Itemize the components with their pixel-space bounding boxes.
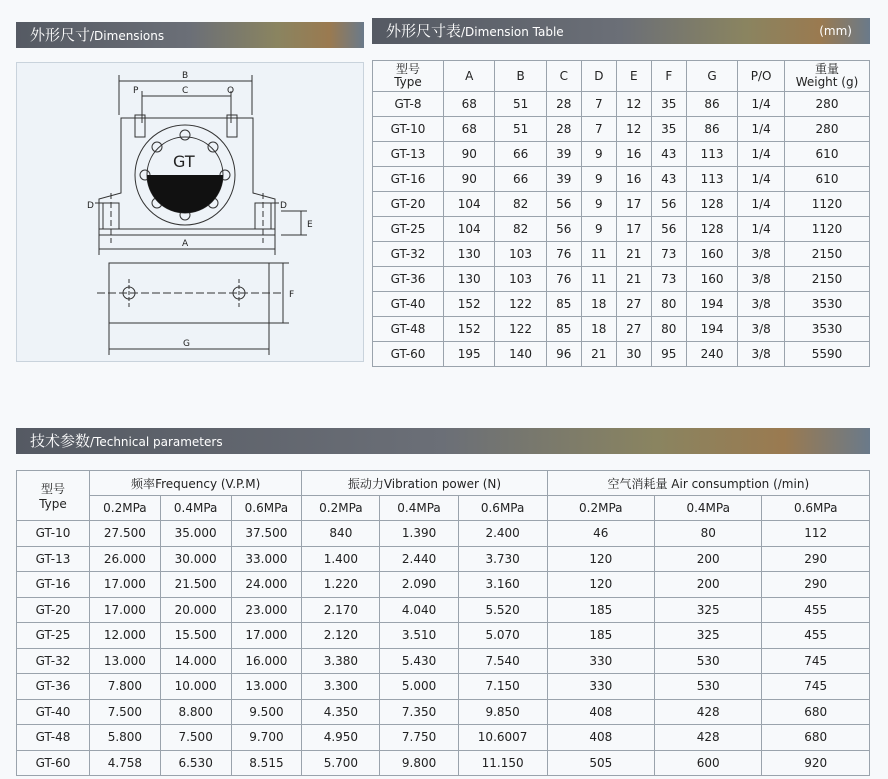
dim-cell: 104 (444, 192, 495, 217)
tech-cell: 30.000 (160, 546, 231, 572)
dim-cell: 96 (546, 342, 581, 367)
dim-cell: 2150 (785, 267, 870, 292)
dim-cell: 12 (616, 92, 651, 117)
label-e: E (307, 220, 313, 230)
dim-cell: 51 (495, 92, 546, 117)
label-c: C (182, 86, 189, 96)
dim-cell: 66 (495, 167, 546, 192)
dim-cell: 9 (581, 192, 616, 217)
dim-cell: 86 (686, 117, 737, 142)
tech-row (17, 572, 870, 598)
dim-cell: GT-36 (373, 267, 444, 292)
dim-cell: 1/4 (738, 117, 785, 142)
tech-cell: 3.510 (380, 623, 458, 649)
pressure-header: 0.6MPa (762, 496, 870, 521)
tech-cell: 185 (547, 623, 654, 649)
technical-table (16, 470, 870, 776)
tech-row (17, 674, 870, 700)
tech-cell: 2.090 (380, 572, 458, 598)
tech-cell: 24.000 (231, 572, 302, 598)
dim-cell: 80 (651, 292, 686, 317)
dim-row (373, 167, 870, 192)
dim-cell: 1/4 (738, 192, 785, 217)
tech-cell: 35.000 (160, 521, 231, 547)
tech-cell: 7.500 (160, 725, 231, 751)
dim-cell: 1120 (785, 217, 870, 242)
tech-cell: 5.800 (90, 725, 161, 751)
tech-cell: 1.220 (302, 572, 380, 598)
tech-cell: 505 (547, 750, 654, 776)
tech-cell: 5.430 (380, 648, 458, 674)
tech-cell: 7.540 (458, 648, 547, 674)
tech-cell: 120 (547, 546, 654, 572)
tech-row (17, 648, 870, 674)
dim-cell: 160 (686, 242, 737, 267)
dim-cell: 3/8 (738, 342, 785, 367)
dim-cell: 122 (495, 317, 546, 342)
dim-row (373, 217, 870, 242)
pressure-header: 0.4MPa (655, 496, 762, 521)
tech-cell: 15.500 (160, 623, 231, 649)
tech-header-air: 空气消耗量 Air consumption (/min) (547, 471, 869, 496)
dim-cell: 56 (546, 192, 581, 217)
dim-cell: 95 (651, 342, 686, 367)
tech-cell: 530 (655, 674, 762, 700)
dim-cell: GT-10 (373, 117, 444, 142)
dim-table-title-cn: 外形尺寸表 (386, 22, 462, 40)
dim-header-row (373, 61, 870, 92)
dim-cell: GT-32 (373, 242, 444, 267)
dim-cell: 85 (546, 317, 581, 342)
dim-cell: 152 (444, 292, 495, 317)
tech-cell: 112 (762, 521, 870, 547)
tech-cell: 9.850 (458, 699, 547, 725)
dim-cell: 5590 (785, 342, 870, 367)
tech-title-cn: 技术参数 (30, 432, 91, 450)
tech-cell: 3.300 (302, 674, 380, 700)
tech-cell: 290 (762, 572, 870, 598)
tech-cell: 5.700 (302, 750, 380, 776)
dim-cell: 76 (546, 242, 581, 267)
dim-cell: 113 (686, 167, 737, 192)
tech-pressure-row (17, 496, 870, 521)
dim-cell: 9 (581, 217, 616, 242)
dim-cell: 90 (444, 167, 495, 192)
dim-cell: 194 (686, 317, 737, 342)
tech-cell: 7.500 (90, 699, 161, 725)
dim-cell: 12 (616, 117, 651, 142)
pressure-header: 0.2MPa (90, 496, 161, 521)
dim-header-a: A (444, 61, 495, 92)
tech-cell: 17.000 (90, 597, 161, 623)
tech-cell: 3.730 (458, 546, 547, 572)
dim-row (373, 292, 870, 317)
tech-cell: 4.040 (380, 597, 458, 623)
tech-cell: 680 (762, 725, 870, 751)
label-b: B (182, 71, 189, 81)
tech-cell: 37.500 (231, 521, 302, 547)
tech-cell: 10.6007 (458, 725, 547, 751)
tech-cell: 4.350 (302, 699, 380, 725)
tech-cell: 530 (655, 648, 762, 674)
dim-header-c: C (546, 61, 581, 92)
dimensions-banner (16, 22, 364, 48)
dim-cell: 3/8 (738, 317, 785, 342)
tech-cell: 920 (762, 750, 870, 776)
tech-cell: 840 (302, 521, 380, 547)
tech-header-type: 型号 Type (17, 471, 90, 521)
dim-table-title-en: /Dimension Table (461, 25, 564, 39)
dim-cell: 11 (581, 242, 616, 267)
dim-cell: 1120 (785, 192, 870, 217)
dim-cell: 610 (785, 167, 870, 192)
dim-cell: 86 (686, 92, 737, 117)
dim-cell: 56 (651, 192, 686, 217)
dimensions-title-en: /Dimensions (90, 29, 165, 43)
dim-cell: 610 (785, 142, 870, 167)
dim-cell: 280 (785, 92, 870, 117)
dim-cell: 43 (651, 142, 686, 167)
tech-cell: 12.000 (90, 623, 161, 649)
dim-cell: 17 (616, 217, 651, 242)
dim-row (373, 142, 870, 167)
tech-cell: 408 (547, 725, 654, 751)
tech-cell: 9.500 (231, 699, 302, 725)
tech-row (17, 725, 870, 751)
pressure-header: 0.6MPa (231, 496, 302, 521)
dim-cell: GT-40 (373, 292, 444, 317)
dim-cell: 103 (495, 242, 546, 267)
tech-cell: 26.000 (90, 546, 161, 572)
dim-header-po: P/O (738, 61, 785, 92)
tech-cell: 745 (762, 648, 870, 674)
dim-cell: GT-16 (373, 167, 444, 192)
dim-cell: 128 (686, 192, 737, 217)
tech-cell: 200 (655, 572, 762, 598)
dim-cell: 130 (444, 267, 495, 292)
dim-cell: 30 (616, 342, 651, 367)
dim-cell: 7 (581, 117, 616, 142)
tech-cell: 80 (655, 521, 762, 547)
dim-cell: 82 (495, 192, 546, 217)
tech-row (17, 597, 870, 623)
tech-header-vibration: 振动力Vibration power (N) (302, 471, 547, 496)
tech-cell: 7.800 (90, 674, 161, 700)
tech-cell: 185 (547, 597, 654, 623)
dim-cell: 11 (581, 267, 616, 292)
dim-row (373, 267, 870, 292)
tech-banner (16, 428, 870, 454)
dim-cell: 3/8 (738, 267, 785, 292)
dim-cell: GT-25 (373, 217, 444, 242)
dim-cell: 152 (444, 317, 495, 342)
tech-cell: 9.700 (231, 725, 302, 751)
tech-cell: 17.000 (231, 623, 302, 649)
dim-cell: 104 (444, 217, 495, 242)
dim-header-e: E (616, 61, 651, 92)
tech-cell: 4.950 (302, 725, 380, 751)
label-o: O (227, 86, 235, 96)
dim-cell: 27 (616, 317, 651, 342)
dim-header-f: F (651, 61, 686, 92)
dim-cell: 17 (616, 192, 651, 217)
tech-title-en: /Technical parameters (90, 435, 223, 449)
dim-table-banner (372, 18, 870, 44)
dim-cell: 27 (616, 292, 651, 317)
dim-cell: 240 (686, 342, 737, 367)
dim-table-unit: (mm) (819, 24, 852, 38)
dim-cell: GT-20 (373, 192, 444, 217)
tech-cell: 2.440 (380, 546, 458, 572)
dim-cell: 82 (495, 217, 546, 242)
tech-cell: 21.500 (160, 572, 231, 598)
tech-cell: 3.380 (302, 648, 380, 674)
tech-cell: GT-48 (17, 725, 90, 751)
dim-cell: 3530 (785, 292, 870, 317)
tech-cell: 408 (547, 699, 654, 725)
dim-cell: 113 (686, 142, 737, 167)
dim-cell: 140 (495, 342, 546, 367)
tech-cell: 1.400 (302, 546, 380, 572)
pressure-header: 0.4MPa (160, 496, 231, 521)
tech-cell: 10.000 (160, 674, 231, 700)
tech-cell: 17.000 (90, 572, 161, 598)
tech-row (17, 699, 870, 725)
tech-cell: 7.750 (380, 725, 458, 751)
label-d-left: D (87, 201, 94, 211)
label-logo: GT (173, 152, 195, 171)
tech-row (17, 521, 870, 547)
tech-cell: 120 (547, 572, 654, 598)
dim-cell: 76 (546, 267, 581, 292)
tech-cell: 745 (762, 674, 870, 700)
dim-cell: GT-60 (373, 342, 444, 367)
tech-cell: 14.000 (160, 648, 231, 674)
dim-header-weight: 重量 Weight (g) (785, 61, 870, 92)
tech-cell: 7.350 (380, 699, 458, 725)
tech-cell: 5.000 (380, 674, 458, 700)
dim-row (373, 242, 870, 267)
dim-cell: 68 (444, 117, 495, 142)
pressure-header: 0.2MPa (547, 496, 654, 521)
dim-cell: 21 (581, 342, 616, 367)
dim-cell: 39 (546, 142, 581, 167)
tech-cell: GT-32 (17, 648, 90, 674)
tech-cell: 13.000 (90, 648, 161, 674)
dim-cell: 9 (581, 142, 616, 167)
dim-row (373, 317, 870, 342)
pressure-header: 0.2MPa (302, 496, 380, 521)
dim-cell: 35 (651, 92, 686, 117)
tech-cell: GT-13 (17, 546, 90, 572)
dimension-table (372, 60, 870, 367)
tech-cell: 4.758 (90, 750, 161, 776)
dim-cell: 18 (581, 292, 616, 317)
tech-cell: 290 (762, 546, 870, 572)
tech-cell: 7.150 (458, 674, 547, 700)
dim-cell: 7 (581, 92, 616, 117)
tech-cell: 330 (547, 674, 654, 700)
dimension-drawing (17, 63, 363, 361)
dim-cell: 68 (444, 92, 495, 117)
tech-cell: GT-16 (17, 572, 90, 598)
tech-cell: 2.120 (302, 623, 380, 649)
dim-cell: 21 (616, 242, 651, 267)
dim-cell: 1/4 (738, 92, 785, 117)
label-d-right: D (280, 201, 287, 211)
tech-group-row (17, 471, 870, 496)
tech-cell: 16.000 (231, 648, 302, 674)
tech-cell: 5.070 (458, 623, 547, 649)
dim-cell: GT-48 (373, 317, 444, 342)
label-f: F (289, 290, 295, 300)
tech-cell: 1.390 (380, 521, 458, 547)
dim-cell: 35 (651, 117, 686, 142)
pressure-header: 0.6MPa (458, 496, 547, 521)
dim-cell: GT-13 (373, 142, 444, 167)
dim-row (373, 92, 870, 117)
dim-cell: 2150 (785, 242, 870, 267)
tech-cell: 11.150 (458, 750, 547, 776)
tech-cell: 13.000 (231, 674, 302, 700)
dim-cell: 1/4 (738, 142, 785, 167)
dim-cell: 66 (495, 142, 546, 167)
dim-cell: 128 (686, 217, 737, 242)
tech-cell: 330 (547, 648, 654, 674)
dim-header-type: 型号 Type (373, 61, 444, 92)
dim-cell: 56 (651, 217, 686, 242)
dim-cell: 73 (651, 242, 686, 267)
dim-cell: 16 (616, 142, 651, 167)
dim-cell: 103 (495, 267, 546, 292)
dim-cell: 1/4 (738, 167, 785, 192)
tech-cell: 20.000 (160, 597, 231, 623)
dim-cell: 9 (581, 167, 616, 192)
dim-cell: 56 (546, 217, 581, 242)
dim-cell: GT-8 (373, 92, 444, 117)
dim-cell: 43 (651, 167, 686, 192)
tech-cell: 2.170 (302, 597, 380, 623)
tech-cell: 46 (547, 521, 654, 547)
dim-cell: 80 (651, 317, 686, 342)
dim-cell: 280 (785, 117, 870, 142)
tech-cell: 8.800 (160, 699, 231, 725)
tech-cell: 27.500 (90, 521, 161, 547)
tech-cell: 200 (655, 546, 762, 572)
tech-cell: 6.530 (160, 750, 231, 776)
tech-cell: 23.000 (231, 597, 302, 623)
dim-cell: 3530 (785, 317, 870, 342)
dim-cell: 28 (546, 117, 581, 142)
dim-cell: 85 (546, 292, 581, 317)
tech-cell: 600 (655, 750, 762, 776)
dim-cell: 194 (686, 292, 737, 317)
dim-row (373, 117, 870, 142)
tech-cell: GT-60 (17, 750, 90, 776)
tech-cell: GT-40 (17, 699, 90, 725)
dim-cell: 28 (546, 92, 581, 117)
tech-cell: 428 (655, 725, 762, 751)
dimensions-title-cn: 外形尺寸 (30, 26, 91, 44)
tech-header-frequency: 频率Frequency (V.P.M) (90, 471, 302, 496)
dim-cell: 130 (444, 242, 495, 267)
dim-cell: 16 (616, 167, 651, 192)
tech-row (17, 546, 870, 572)
dim-cell: 3/8 (738, 292, 785, 317)
tech-cell: 428 (655, 699, 762, 725)
pressure-header: 0.4MPa (380, 496, 458, 521)
dim-cell: 3/8 (738, 242, 785, 267)
dim-header-g: G (686, 61, 737, 92)
tech-row (17, 750, 870, 776)
dim-row (373, 342, 870, 367)
tech-cell: 325 (655, 597, 762, 623)
dim-cell: 160 (686, 267, 737, 292)
tech-row (17, 623, 870, 649)
dim-cell: 21 (616, 267, 651, 292)
dim-row (373, 192, 870, 217)
tech-cell: 33.000 (231, 546, 302, 572)
label-p: P (133, 86, 139, 96)
dim-cell: 1/4 (738, 217, 785, 242)
tech-cell: GT-36 (17, 674, 90, 700)
tech-cell: 455 (762, 597, 870, 623)
dim-header-b: B (495, 61, 546, 92)
dim-cell: 51 (495, 117, 546, 142)
label-a: A (182, 239, 189, 249)
dim-cell: 90 (444, 142, 495, 167)
label-g: G (183, 339, 190, 349)
tech-cell: 5.520 (458, 597, 547, 623)
tech-cell: GT-25 (17, 623, 90, 649)
dim-cell: 39 (546, 167, 581, 192)
dim-cell: 195 (444, 342, 495, 367)
dim-header-d: D (581, 61, 616, 92)
tech-cell: 9.800 (380, 750, 458, 776)
tech-cell: GT-10 (17, 521, 90, 547)
tech-cell: 8.515 (231, 750, 302, 776)
tech-cell: 3.160 (458, 572, 547, 598)
tech-cell: 455 (762, 623, 870, 649)
tech-cell: 325 (655, 623, 762, 649)
drawing-panel (16, 62, 364, 362)
tech-cell: 2.400 (458, 521, 547, 547)
dim-cell: 73 (651, 267, 686, 292)
tech-cell: 680 (762, 699, 870, 725)
dim-cell: 18 (581, 317, 616, 342)
dim-cell: 122 (495, 292, 546, 317)
tech-cell: GT-20 (17, 597, 90, 623)
